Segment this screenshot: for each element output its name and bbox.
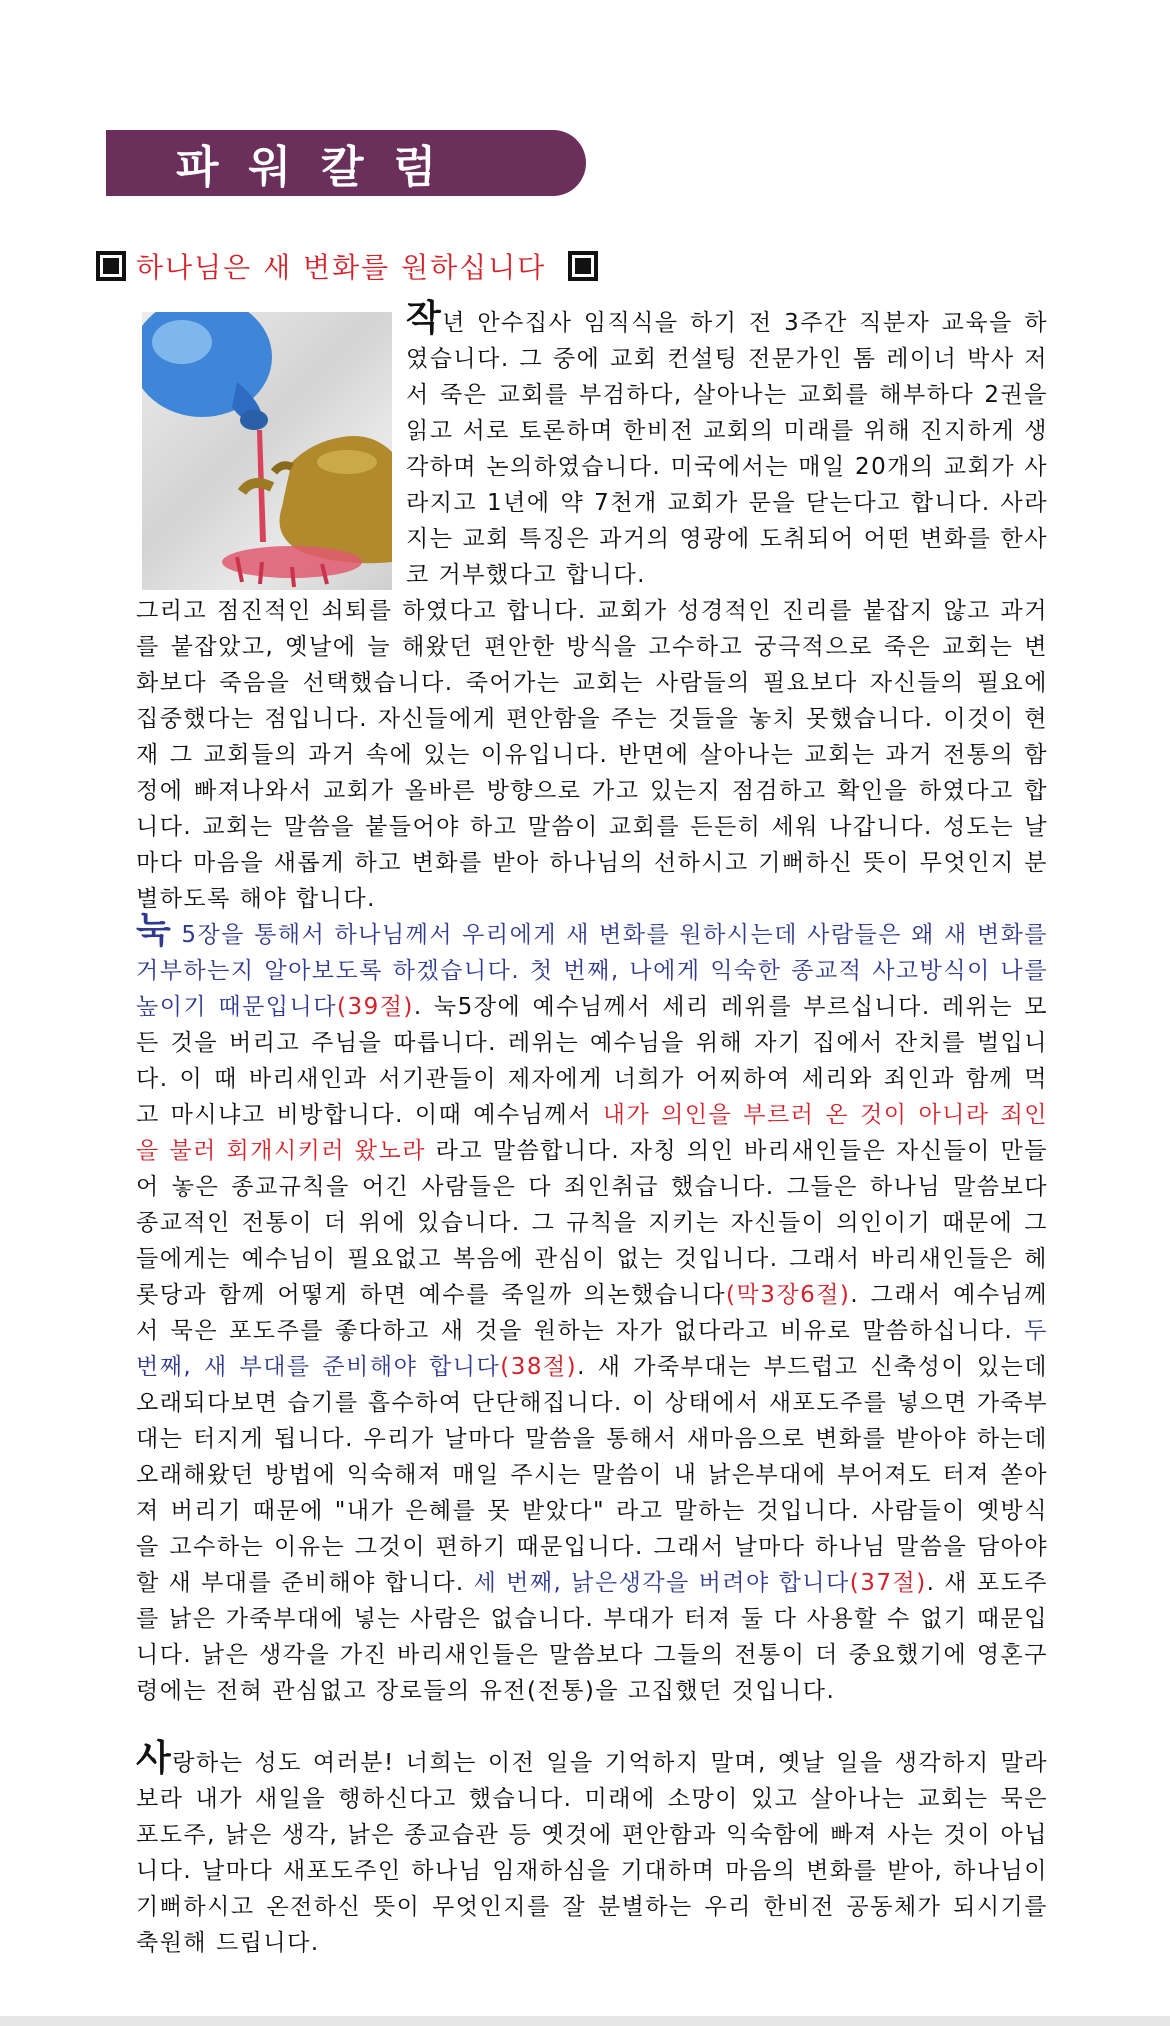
highlight-blue: 두 번째, 새 부대를 준비해야 합니다	[136, 1318, 1048, 1380]
article-title-row	[96, 246, 598, 286]
paragraph-text: 년 안수집사 임직식을 하기 전 3주간 직분자 교육을 하였습니다. 그 중에 교회 컨설팅 전문가인 톰 레이너 박사 저서 죽은 교회를 부검하다, 살아나는 교회를 해부하다 2권을 읽고 서로 토론하며 한비전 교회의 미래를 위해 진지하게 생각하며 논의하였습니다. 미국에서는 매일 20개의 교회가 사라지고 1년에 약 7천개 교회가 문을 닫는다고 합니다. 사라지는 교회 특징은 과거의 영광에 도취되어 어떤 변화를 한사코 거부했다고 합니다.	[406, 310, 1048, 588]
dropcap: 눅	[136, 910, 173, 951]
page-bottom-bar	[0, 2016, 1170, 2026]
column-banner	[106, 130, 586, 196]
paragraph-text: . 그래서 예수님께서 묵은 포도주를 좋다하고 새 것을 원하는 자가 없다라고 비유로 말씀하십니다.	[136, 1282, 1048, 1344]
quote-red: 내가 의인을 부르러 온 것이 아니라 죄인을 불러 회개시키러 왔노라	[136, 1102, 1049, 1164]
pouring-wine-pitcher-icon	[142, 312, 392, 590]
square-bullet-icon	[568, 251, 598, 281]
paragraph-text: . 눅5장에 예수님께서 세리 레위를 부르십니다. 레위는 모든 것을 버리고 주님을 따릅니다. 레위는 예수님을 위해 자기 집에서 잔치를 벌입니다. 이 때 바리새인과 서기관들이 제자에게 너희가 어찌하여 세리와 죄인과 함께 먹고 마시냐고 비방합니다. 이때 예수님께서	[136, 994, 1048, 1128]
dropcap: 사	[136, 1738, 173, 1779]
paragraph-4	[136, 1738, 1048, 1961]
banner-title: 파워칼럼	[176, 142, 467, 193]
article-title: 하나님은 새 변화를 원하십니다	[136, 251, 547, 284]
paragraph-1	[406, 298, 1048, 593]
highlight-blue: 5장을 통해서 하나님께서 우리에게 새 변화를 원하시는데 사람들은 왜 새 변화를 거부하는지 알아보도록 하겠습니다. 첫 번째, 나에게 익숙한 종교적 사고방식이 나를 높이기 때문입니다	[136, 922, 1048, 1020]
paragraph-text: 랑하는 성도 여러분! 너희는 이전 일을 기억하지 말며, 옛날 일을 생각하지 말라 보라 내가 새일을 행하신다고 했습니다. 미래에 소망이 있고 살아나는 교회는 묵은 포도주, 낡은 생각, 낡은 종교습관 등 옛것에 편안함과 익숙함에 빠져 사는 것이 아닙니다. 날마다 새포도주인 하나님 임재하심을 기대하며 마음의 변화를 받아, 하나님이 기뻐하시고 온전하신 뜻이 무엇인지를 잘 분별하는 우리 한비전 공동체가 되시기를 축원해 드립니다.	[136, 1750, 1048, 1956]
dropcap: 작	[406, 298, 443, 339]
pitcher-illustration	[142, 312, 392, 590]
highlight-blue: 세 번째, 낡은생각을 버려야 합니다	[473, 1570, 850, 1596]
square-bullet-icon	[96, 251, 126, 281]
verse-reference: (38절)	[500, 1354, 578, 1380]
paragraph-text: . 새 포도주를 낡은 가죽부대에 넣는 사람은 없습니다. 부대가 터져 둘 다 사용할 수 없기 때문입니다. 낡은 생각을 가진 바리새인들은 말씀보다 그들의 전통이 더 중요했기에 영혼구령에는 전혀 관심없고 장로들의 유전(전통)을 고집했던 것입니다.	[136, 1570, 1049, 1704]
paragraph-text: . 새 가죽부대는 부드럽고 신축성이 있는데 오래되다보면 습기를 흡수하여 단단해집니다. 이 상태에서 새포도주를 넣으면 가죽부대는 터지게 됩니다. 우리가 날마다 말씀을 통해서 새마음으로 변화를 받아야 하는데 오래해왔던 방법에 익숙해져 매일 주시는 말씀이 내 낡은부대에 부어져도 터져 쏟아져 버리기 때문에 "내가 은혜를 못 받았다" 라고 말하는 것입니다. 사람들이 옛방식을 고수하는 이유는 그것이 편하기 때문입니다. 그래서 날마다 하나님 말씀을 담아야 할 새 부대를 준비해야 합니다.	[136, 1354, 1049, 1596]
verse-reference: (37절)	[849, 1570, 927, 1596]
paragraph-2	[136, 593, 1048, 917]
verse-reference: (막3장6절)	[726, 1282, 851, 1308]
verse-reference: (39절)	[336, 994, 414, 1020]
paragraph-3	[136, 910, 1049, 1709]
paragraph-text: 그리고 점진적인 쇠퇴를 하였다고 합니다. 교회가 성경적인 진리를 붙잡지 않고 과거를 붙잡았고, 옛날에 늘 해왔던 편안한 방식을 고수하고 궁극적으로 죽은 교회는 변화보다 죽음을 선택했습니다. 죽어가는 교회는 사람들의 필요보다 자신들의 필요에 집중했다는 점입니다. 자신들에게 편안함을 주는 것들을 놓치 못했습니다. 이것이 현재 그 교회들의 과거 속에 있는 이유입니다. 반면에 살아나는 교회는 과거 전통의 함정에 빠져나와서 교회가 올바른 방향으로 가고 있는지 점검하고 확인을 하였다고 합니다. 교회는 말씀을 붙들어야 하고 말씀이 교회를 든든히 세워 나갑니다. 성도는 날마다 마음을 새롭게 하고 변화를 받아 하나님의 선하시고 기뻐하신 뜻이 무엇인지 분별하도록 해야 합니다.	[136, 598, 1048, 912]
paragraph-text: 라고 말씀합니다. 자칭 의인 바리새인들은 자신들이 만들어 놓은 종교규칙을 어긴 사람들은 다 죄인취급 했습니다. 그들은 하나님 말씀보다 종교적인 전통이 더 위에 있습니다. 그 규칙을 지키는 자신들이 의인이기 때문에 그들에게는 예수님이 필요없고 복음에 관심이 없는 것입니다. 그래서 바리새인들은 헤롯당과 함께 어떻게 하면 예수를 죽일까 의논했습니다	[136, 1138, 1048, 1308]
